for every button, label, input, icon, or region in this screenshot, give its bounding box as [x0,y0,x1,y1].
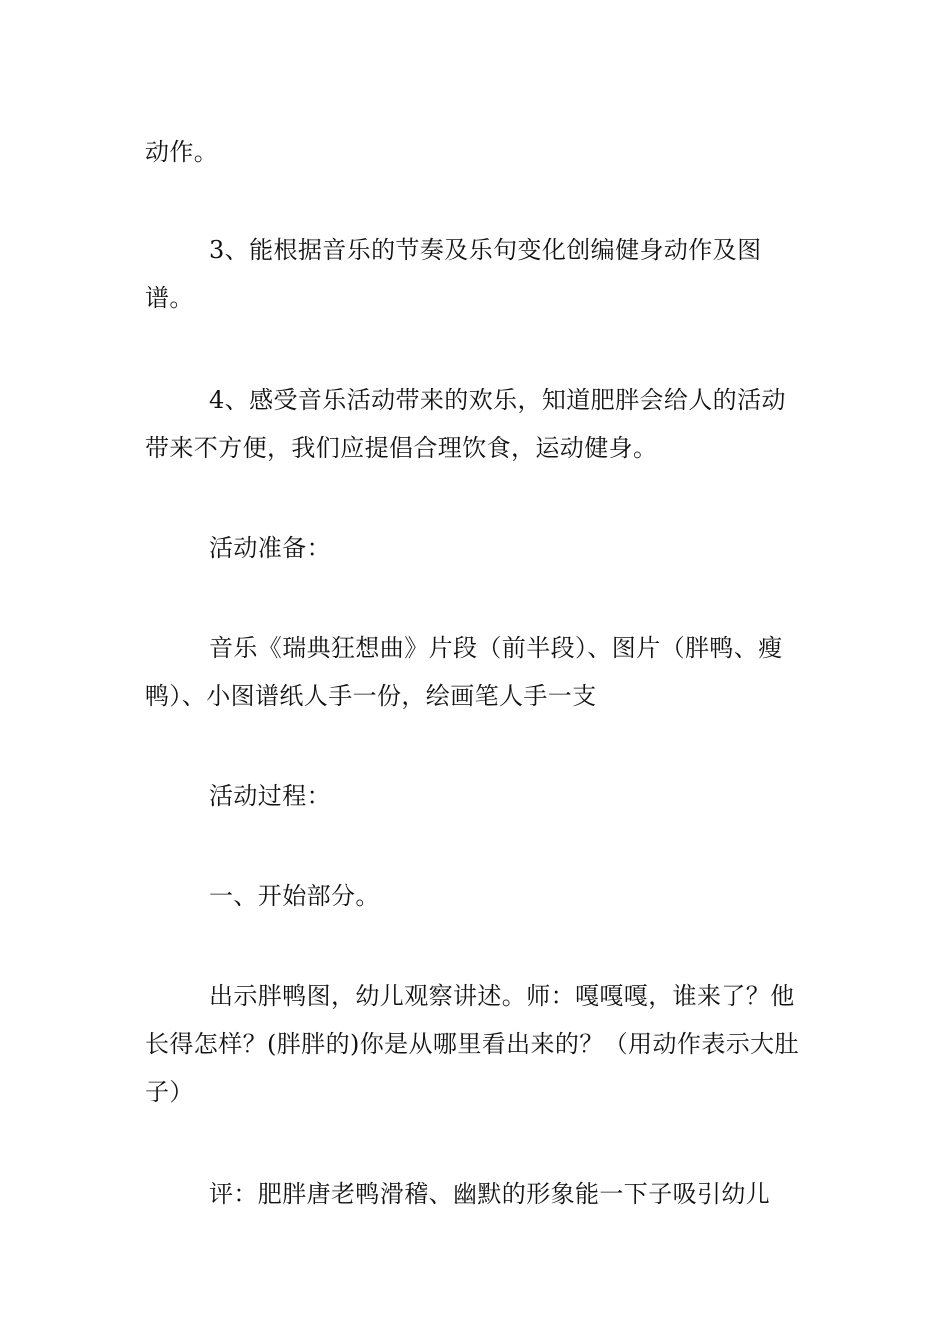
paragraph-comment: 评：肥胖唐老鸭滑稽、幽默的形象能一下子吸引幼儿 [209,1180,771,1208]
paragraph-show-duck: 出示胖鸭图，幼儿观察讲述。师：嘎嘎嘎，谁来了？他长得怎样？(胖胖的)你是从哪里看出来的？（用动作表示大肚子） [145,982,799,1106]
heading-part-one: 一、开始部分。 [209,882,380,910]
heading-activity-process: 活动过程： [209,782,331,810]
heading-activity-preparation: 活动准备： [209,534,331,562]
paragraph-materials: 音乐《瑞典狂想曲》片段（前半段）、图片（胖鸭、瘦鸭）、小图谱纸人手一份，绘画笔人手一支 [145,634,783,710]
paragraph-objective-4: 4、感受音乐活动带来的欢乐，知道肥胖会给人的活动带来不方便，我们应提倡合理饮食，运动健身。 [145,386,786,462]
paragraph-objective-3: 3、能根据音乐的节奏及乐句变化创编健身动作及图谱。 [145,236,762,312]
paragraph-continuation: 动作。 [145,138,219,166]
